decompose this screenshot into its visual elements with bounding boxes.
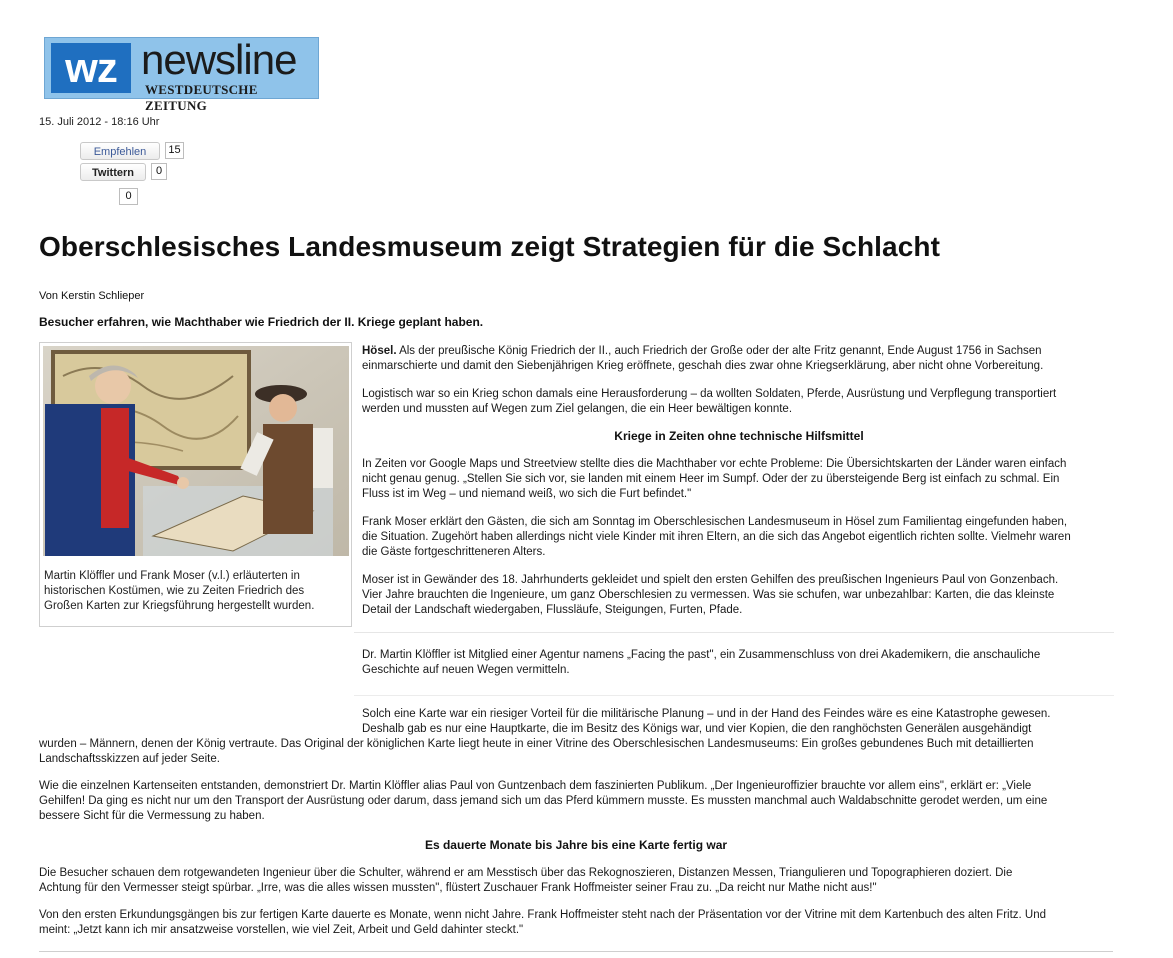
paragraph-9-line-2: meint: „Jetzt kann ich mir ansatzweise vorstellen, wie viel Zeit, Arbeit und Geld dahinter steckt." — [39, 924, 524, 936]
info-box-line-1: Dr. Martin Klöffler ist Mitglied einer Agentur namens „Facing the past", ein Zusammenschluss von drei Akademikern, die anschauliche — [362, 649, 1041, 661]
recommend-count: 15 — [165, 142, 184, 159]
info-box-line-2: Geschichte auf neuen Wegen vermitteln. — [362, 664, 570, 676]
paragraph-1-line-1 — [362, 344, 1042, 359]
paragraph-5-line-3: Detail der Landschaft wiedergaben, Flussläufe, Steigungen, Furten, Pfade. — [362, 604, 743, 616]
paragraph-3-line-1: In Zeiten vor Google Maps und Streetview stellte dies die Machthaber vor echte Probleme: Die Übersichtskarten der Länder waren einfach — [362, 458, 1067, 470]
article-author: Von Kerstin Schlieper — [39, 290, 145, 302]
paragraph-4-line-2: die Situation. Zugehört haben allerdings nicht viele Kinder mit ihren Eltern, an die sich das Angebot eigentlich richten sollte. Vielmehr waren — [362, 531, 1071, 543]
dateline: Hösel. — [362, 345, 397, 357]
paragraph-7-line-1: Wie die einzelnen Kartenseiten entstanden, demonstriert Dr. Martin Klöffler alias Paul von Guntzenbach dem faszinierten Publikum. „Der Ingenieuroffizier brauchte vor allem eins", erklärt er: „Viele — [39, 780, 1032, 792]
paragraph-5-line-1: Moser ist in Gewänder des 18. Jahrhunderts gekleidet und spielt den ersten Gehilfen des preußischen Ingenieurs Paul von Gonzenbach. — [362, 574, 1059, 586]
article-headline: Oberschlesisches Landesmuseum zeigt Strategien für die Schlacht — [39, 231, 941, 262]
paragraph-6-line-1: Solch eine Karte war ein riesiger Vorteil für die militärische Planung – und in der Hand des Feindes wäre es eine Katastrophe gewesen. — [362, 708, 1051, 720]
paragraph-4-line-3: die Gäste fortgeschritteneren Alters. — [362, 546, 546, 558]
publish-date: 15. Juli 2012 - 18:16 Uhr — [39, 116, 160, 128]
paragraph-3-line-2: nicht genau genug. „Stellen Sie sich vor, sie landen mit einem Heer im Sumpf. Oder der zu übersteigende Berg ist einfach zu schmal. Ein — [362, 473, 1060, 485]
paragraph-3-line-3: Fluss ist im Weg – und niemand weiß, wo sich die Furt befindet." — [362, 488, 692, 500]
subheading-2: Es dauerte Monate bis Jahre bis eine Karte fertig war — [424, 838, 728, 852]
logo-mark-text: wz — [65, 44, 117, 91]
paragraph-8-line-1: Die Besucher schauen dem rotgewandeten Ingenieur über die Schulter, während er am Messtisch über das Rekognoszieren, Distanzen Messen, Triangulieren und Topographieren doziert. Die — [39, 867, 1013, 879]
article-image-box — [39, 342, 352, 627]
bottom-divider — [39, 951, 1113, 952]
paragraph-7-line-2: Gehilfen! Da ging es nicht nur um den Transport der Ausrüstung oder darum, dass jemand sich um das Pferd kümmern musste. Es mussten manchmal auch Waldabschnitte gerodet werden, um eine — [39, 795, 1048, 807]
paragraph-1-line-2: einmarschierte und damit den Siebenjährigen Krieg eröffnete, geschah dies zwar ohne Kriegserklärung, aber nicht ohne Vorbereitung. — [362, 360, 1044, 372]
paragraph-7-line-3: bessere Sicht für die Vermessung zu haben. — [39, 810, 265, 822]
subheading-1: Kriege in Zeiten ohne technische Hilfsmittel — [614, 429, 864, 443]
paragraph-6-line-2: Deshalb gab es nur eine Hauptkarte, die im Besitz des Königs war, und vier Kopien, die den ranghöchsten Generälen ausgehändigt — [362, 723, 1032, 735]
logo-subtitle: WESTDEUTSCHE ZEITUNG — [145, 82, 258, 113]
paragraph-9-line-1: Von den ersten Erkundungsgängen bis zur fertigen Karte dauerte es Monate, wenn nicht Jahre. Frank Hoffmeister steht nach der Präsentation vor der Vitrine mit dem Kartenbuch des alten Fritz. Und — [39, 909, 1047, 921]
plus-one-count: 0 — [119, 188, 138, 205]
twitter-count: 0 — [151, 163, 167, 180]
newsline-logo[interactable] — [44, 36, 319, 113]
article-photo[interactable] — [43, 346, 349, 556]
article-teaser: Besucher erfahren, wie Machthaber wie Friedrich der II. Kriege geplant haben. — [39, 315, 484, 329]
paragraph-1-text: Als der preußische König Friedrich der II., auch Friedrich der Große oder der alte Fritz genannt, Ende August 1756 in Sachsen — [399, 345, 1042, 357]
logo-wordmark: newsline — [141, 36, 297, 83]
wz-logo-mark — [51, 43, 131, 93]
paragraph-8-line-2: Achtung für den Vermesser steigt spürbar. „Irre, was die alles wissen mussten", flüstert Zuschauer Frank Hoffmeister seiner Frau zu. „Da reicht nur Mathe nicht aus!" — [39, 882, 877, 894]
paragraph-6-line-4: Landschaftsskizzen auf jeder Seite. — [39, 753, 220, 765]
paragraph-2-line-1: Logistisch war so ein Krieg schon damals eine Herausforderung – da wollten Soldaten, Pferde, Ausrüstung und Verpflegung transportiert — [362, 388, 1057, 400]
twitter-button[interactable]: Twittern — [80, 163, 146, 181]
image-caption: Martin Klöffler und Frank Moser (v.l.) erläuterten in historischen Kostümen, wie zu Zeiten Friedrich des Großen Karten zur Kriegsführung hergestellt wurden. — [44, 570, 315, 612]
paragraph-4-line-1: Frank Moser erklärt den Gästen, die sich am Sonntag im Oberschlesischen Landesmuseum in Hösel zum Familientag eingefunden haben, — [362, 516, 1068, 528]
paragraph-5-line-2: Vier Jahre brauchten die Ingenieure, um ganz Oberschlesien zu vermessen. Was sie schufen, war unbezahlbar: Karten, die das kleinste — [362, 589, 1055, 601]
paragraph-6-line-3: wurden – Männern, denen der König vertraute. Das Original der königlichen Karte liegt heute in einer Vitrine des Oberschlesischen Landesmuseums: Ein großes gebundenes Buch mit detaillierten — [39, 738, 1034, 750]
paragraph-2-line-2: werden und mussten auf Wegen zum Ziel gelangen, die ein Heer bewältigen konnte. — [362, 403, 793, 415]
recommend-button[interactable]: Empfehlen — [80, 142, 160, 160]
